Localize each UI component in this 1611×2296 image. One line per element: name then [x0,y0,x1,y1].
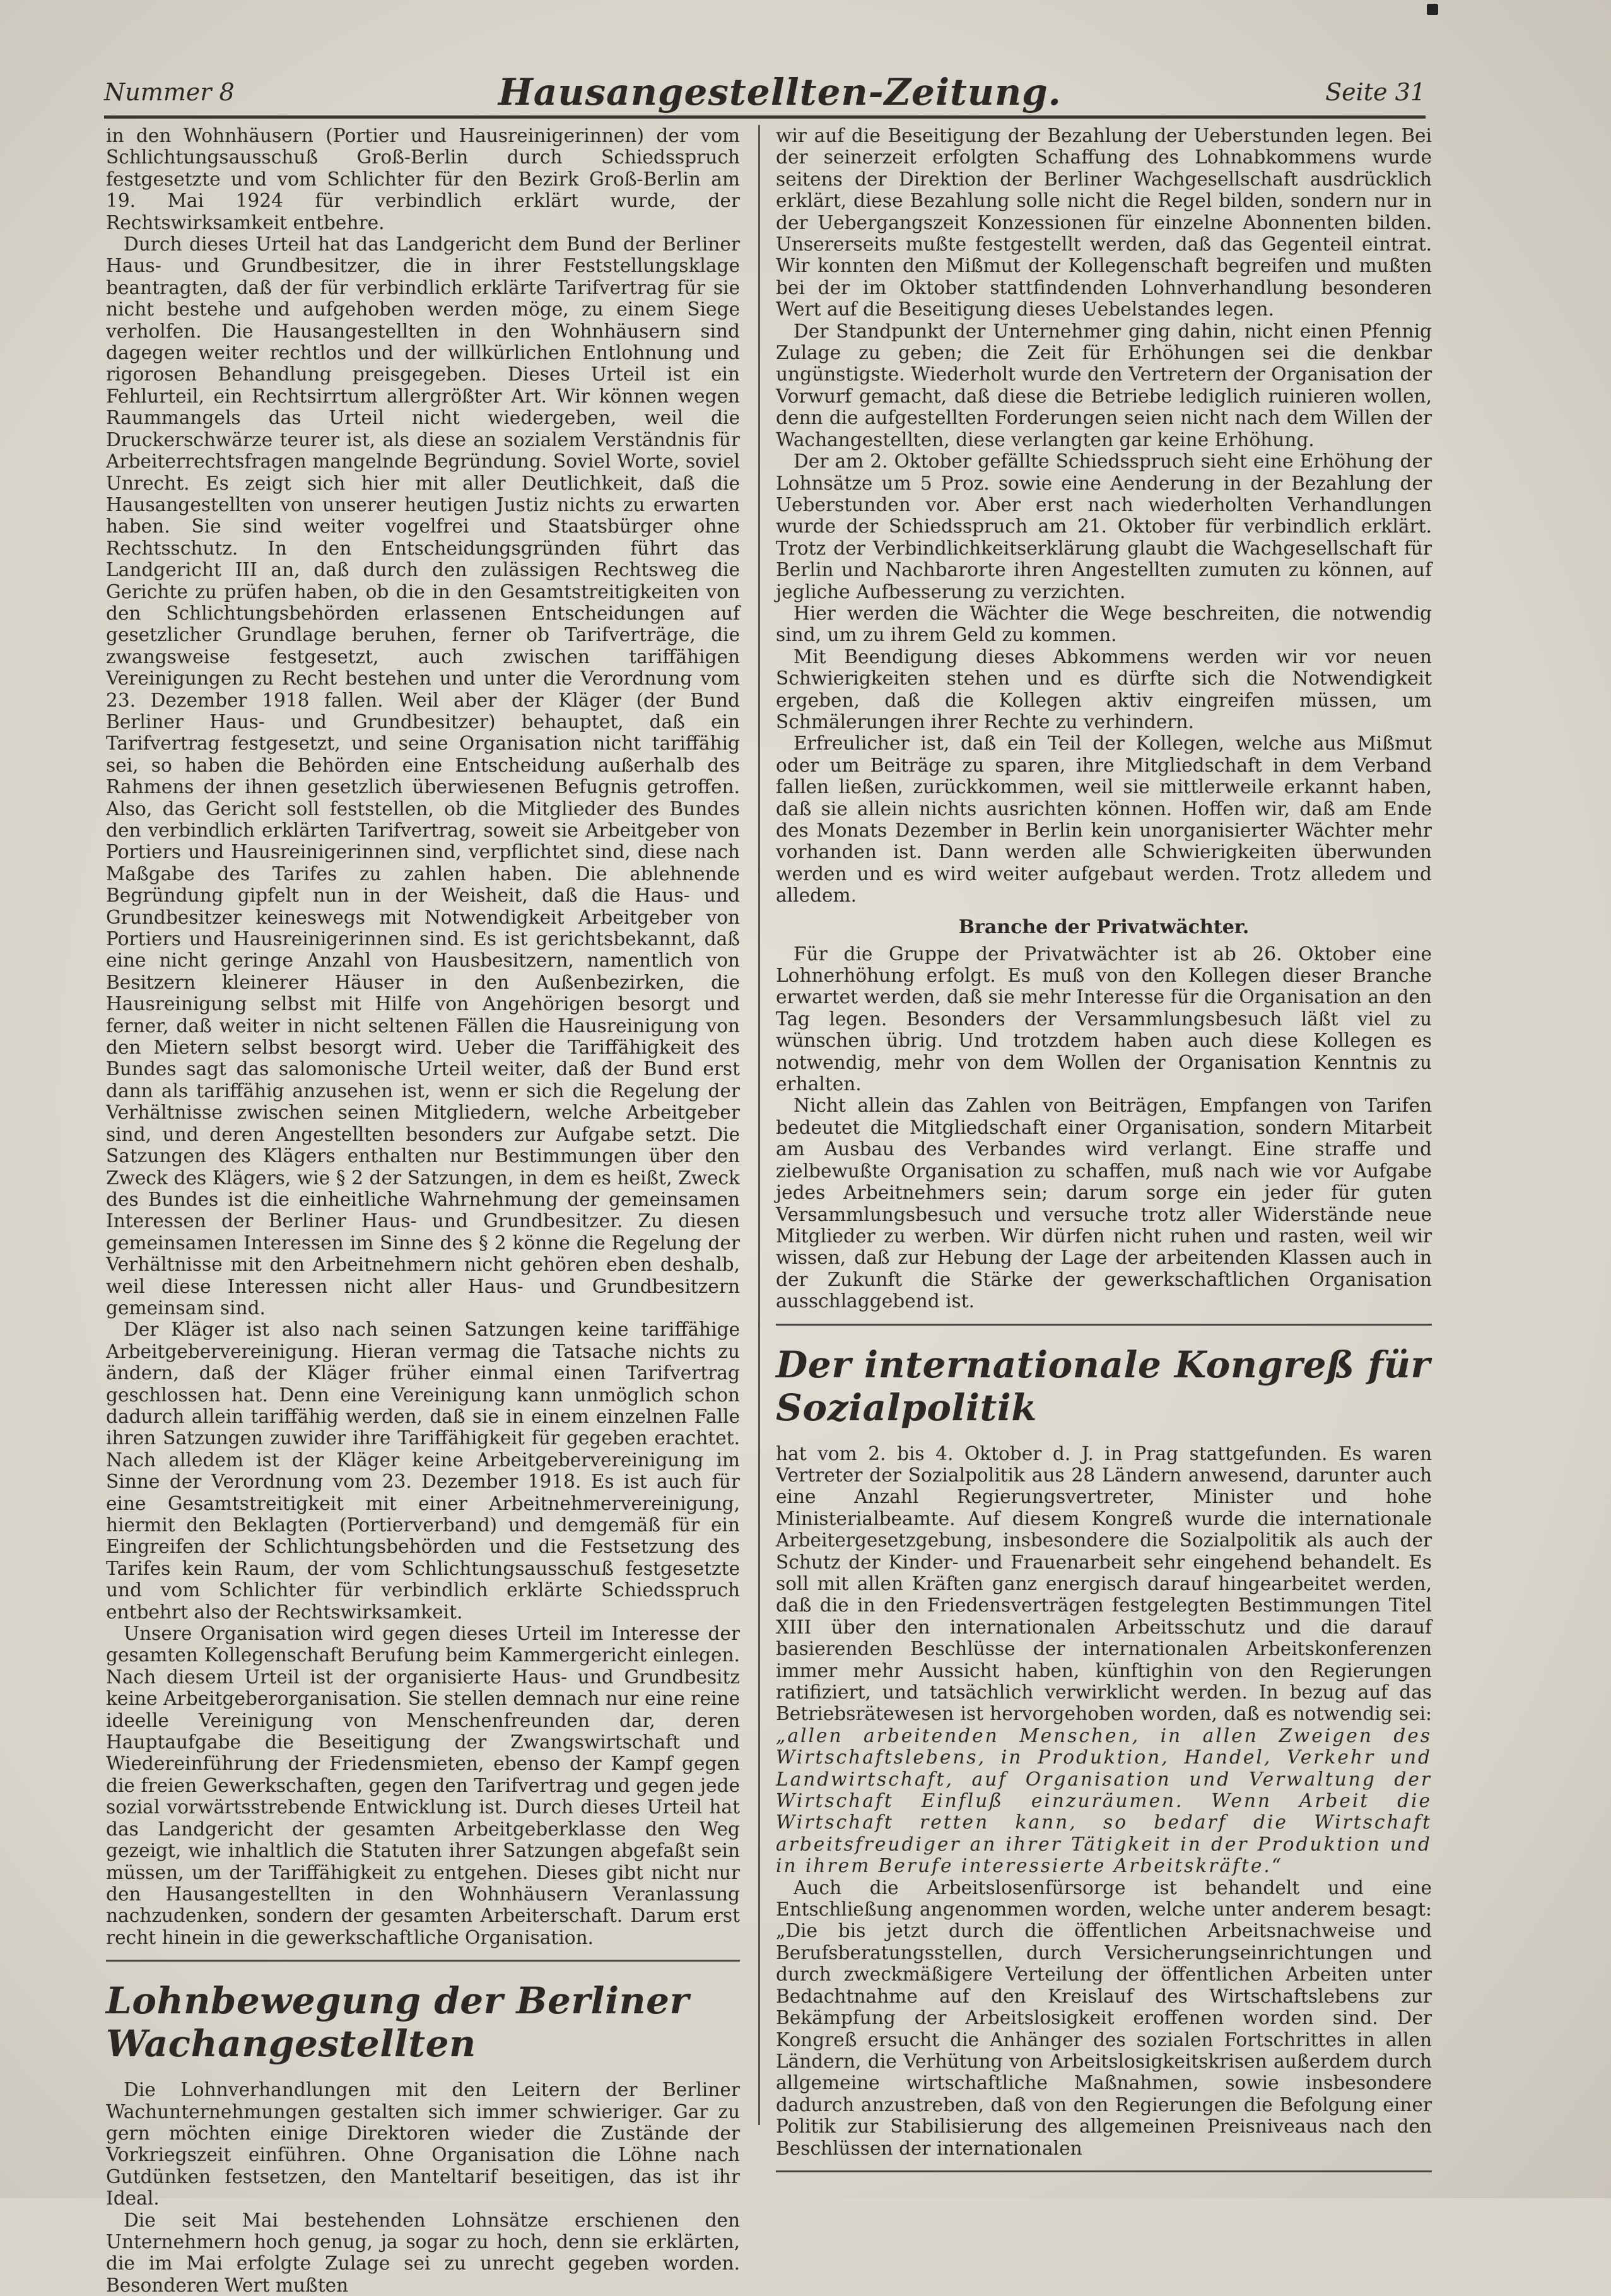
page-number: Seite 31 [1325,78,1426,106]
article-headline-sozialpolitik: Der internationale Kongreß für Sozialpolitik [776,1343,1431,1429]
article-headline-wachangestellten: Lohnbewegung der Berliner Wachangestellten [106,1979,689,2066]
divider [106,1960,740,1962]
paragraph: Auch die Arbeitslosenfürsorge ist behandelt und eine Entschließung angenommen worden, welche unter anderem besagt: „Die bis jetzt durch die öffentlichen Arbeitsnachweise und Berufsberatungsstellen, durch Versicherungseinrichtungen und durch zweckmäßigere Verteilung der öffentlichen Arbeiten unter Bedachtnahme auf den Kreislauf des Wirtschaftslebens zur Bekämpfung der Arbeitslosigkeit eroffenen worden sind. Der Kongreß ersucht die Anhänger des sozialen Fortschrittes in allen Ländern, die Verhütung von Arbeitslosigkeitskrisen außerdem durch allgemeine wirtschaftliche Maßnahmen, sowie insbesondere dadurch anzustreben, daß von den Regierungen die Befolgung einer Politik zur Stabilisierung des allgemeinen Preisniveaus nach den Beschlüssen der internationalen [776,1876,1432,2159]
paragraph: Die Lohnverhandlungen mit den Leitern der Berliner Wachunternehmungen gestalten sich immer schwieriger. Gar zu gern möchten einige Direktoren wieder die Zustände der Vorkriegszeit einführen. Ohne Organisation die Löhne nach Gutdünken festsetzen, den Manteltarif beseitigen, das ist ihr Ideal. [106,2079,740,2210]
issue-number: Nummer 8 [104,78,235,106]
paragraph: Der am 2. Oktober gefällte Schiedsspruch sieht eine Erhöhung der Lohnsätze um 5 Proz. sowie eine Aenderung in der Bezahlung der Ueberstunden vor. Aber erst nach wiederholten Verhandlungen wurde der Schiedsspruch am 21. Oktober für verbindlich erklärt. Trotz der Verbindlichkeitserklärung glaubt die Wachgesellschaft für Berlin und Nachbarorte ihren Angestellten zumuten zu können, auf jegliche Aufbesserung zu verzichten. [776,450,1432,603]
divider [776,2170,1432,2172]
paragraph: wir auf die Beseitigung der Bezahlung der Ueberstunden legen. Bei der seinerzeit erfolgten Schaffung des Lohnabkommens wurde seitens der Direktion der Berliner Wachgesellschaft ausdrücklich erklärt, diese Bezahlung solle nicht die Regel bilden, sondern nur in der Uebergangszeit Konzessionen für einzelne Abonnenten bilden. Unsererseits mußte festgestellt werden, daß das Gegenteil eintrat. Wir konnten den Mißmut der Kollegenschaft begreifen und mußten bei der im Oktober stattfindenden Lohnverhandlung besonderen Wert auf die Beseitigung dieses Uebelstandes legen. [776,125,1432,321]
paragraph: Nicht allein das Zahlen von Beiträgen, Empfangen von Tarifen bedeutet die Mitgliedschaft einer Organisation, sondern Mitarbeit am Ausbau des Verbandes wird verlangt. Eine straffe und zielbewußte Organisation zu schaffen, muß nach wie vor Aufgabe jedes Arbeitnehmers sein; darum sorge ein jeder für guten Versammlungsbesuch und versuche trotz aller Widerstände neue Mitglieder zu werben. Wir dürfen nicht ruhen und rasten, weil wir wissen, daß zur Hebung der Lage der arbeitenden Klassen auch in der Zukunft die Stärke der gewerkschaftlichen Organisation ausschlaggebend ist. [776,1095,1432,1312]
right-column [776,125,1432,2159]
paragraph: Erfreulicher ist, daß ein Teil der Kollegen, welche aus Mißmut oder um Beiträge zu sparen, ihre Mitgliedschaft in dem Verband fallen ließen, zurückkommen, weil sie mittlerweile erkannt haben, daß sie allein nichts ausrichten können. Hoffen wir, daß am Ende des Monats Dezember in Berlin kein unorganisierter Wächter mehr vorhanden ist. Dann werden alle Schwierigkeiten überwunden werden und es wird weiter aufgebaut werden. Trotz alledem und alledem. [776,733,1432,907]
paragraph: Hier werden die Wächter die Wege beschreiten, die notwendig sind, um zu ihrem Geld zu kommen. [776,602,1432,646]
paragraph: in den Wohnhäusern (Portier und Hausreinigerinnen) der vom Schlichtungsausschuß Groß-Berlin durch Schiedsspruch festgesetzte und vom Schlichter für den Bezirk Groß-Berlin am 19. Mai 1924 für verbindlich erklärt wurde, der Rechtswirksamkeit entbehre. [106,125,740,233]
paragraph [776,1443,1432,1877]
paragraph: Unsere Organisation wird gegen dieses Urteil im Interesse der gesamten Kollegenschaft Berufung beim Kammergericht einlegen. Nach diesem Urteil ist der organisierte Haus- und Grundbesitz keine Arbeitgeberorganisation. Sie stellen demnach nur eine reine ideelle Vereinigung von Menschenfreunden dar, deren Hauptaufgabe die Beseitigung der Zwangswirtschaft und Wiedereinführung der Friedensmieten, ebenso der Kampf gegen die freien Gewerkschaften, gegen den Tarifvertrag und gegen jede sozial vorwärtsstrebende Entwicklung ist. Durch dieses Urteil hat das Landgericht der gesamten Arbeitgeberklasse den Weg gezeigt, wie inhaltlich die Statuten ihrer Satzungen abgefaßt sein müssen, um der Tariffähigkeit zu entgehen. Dieses gibt nicht nur den Hausangestellten in den Wohnhäusern Veranlassung nachzudenken, sondern der gesamten Arbeiterschaft. Darum erst recht hinein in die gewerkschaftliche Organisation. [106,1623,740,1948]
corner-mark [1427,4,1438,15]
paragraph-text: hat vom 2. bis 4. Oktober d. J. in Prag stattgefunden. Es waren Vertreter der Sozialpolitik aus 28 Ländern anwesend, darunter auch eine Anzahl Regierungsvertreter, Minister und hohe Ministerialbeamte. Auf diesem Kongreß wurde die internationale Arbeitergesetzgebung, insbesondere die Sozialpolitik als auch der Schutz der Kinder- und Frauenarbeit sehr eingehend behandelt. Es soll mit allen Kräften ganz energisch darauf hingearbeitet werden, daß die in den Friedensverträgen festgelegten Bestimmungen Titel XIII über den internationalen Arbeitsschutz und die darauf basierenden Beschlüsse der internationalen Arbeitskonferenzen immer mehr Aussicht haben, künftighin von den Regierungen ratifiziert, und tatsächlich verwirklicht werden. In bezug auf das Betriebsrätewesen ist hervorgehoben worden, daß es notwendig sei: [776,1442,1432,1725]
section-heading-privatwaechter: Branche der Privatwächter. [958,915,1250,938]
divider [776,1324,1432,1326]
paragraph: Der Kläger ist also nach seinen Satzungen keine tariffähige Arbeitgebervereinigung. Hieran vermag die Tatsache nichts zu ändern, daß der Kläger früher einmal einen Tarifvertrag geschlossen hat. Denn eine Vereinigung kann unmöglich schon dadurch allein tariffähig werden, daß sie in einem einzelnen Falle ihren Satzungen zuwider ihre Tariffähigkeit für gegeben erachtet. Nach alledem ist der Kläger keine Arbeitgebervereinigung im Sinne der Verordnung vom 23. Dezember 1918. Es ist auch für eine Gesamtstreitigkeit mit einer Arbeitnehmervereinigung, hiermit den Beklagten (Portierverband) und demgemäß für ein Eingreifen der Schlichtungsbehörden und die Festsetzung des Tarifes kein Raum, der vom Schlichtungsausschuß festgesetzte und vom Schlichter für verbindlich erklärte Schiedsspruch entbehrt also der Rechtswirksamkeit. [106,1319,740,1623]
paragraph: Mit Beendigung dieses Abkommens werden wir vor neuen Schwierigkeiten stehen und es dürfte sich die Notwendigkeit ergeben, daß die Kollegen aktiv eingreifen müssen, um Schmälerungen ihrer Rechte zu verhindern. [776,645,1432,733]
paragraph: Durch dieses Urteil hat das Landgericht dem Bund der Berliner Haus- und Grundbesitzer, die in ihrer Feststellungsklage beantragten, daß der für verbindlich erklärte Tarifvertrag für sie nicht bestehe und aufgehoben werden möge, zu einem Siege verholfen. Die Hausangestellten in den Wohnhäusern sind dagegen weiter rechtlos und der willkürlichen Entlohnung und rigorosen Behandlung preisgegeben. Dieses Urteil ist ein Fehlurteil, ein Rechtsirrtum allergrößter Art. Wir können wegen Raummangels das Urteil nicht wiedergeben, weil die Druckerschwärze teurer ist, als diese an sozialem Verständnis für Arbeiterrechtsfragen mangelnde Begründung. Soviel Worte, soviel Unrecht. Es zeigt sich hier mit aller Deutlichkeit, daß die Hausangestellten von unserer heutigen Justiz nichts zu erwarten haben. Sie sind weiter vogelfrei und Staatsbürger ohne Rechtsschutz. In den Entscheidungsgründen führt das Landgericht III an, daß durch den zulässigen Rechtsweg die Gerichte zu prüfen haben, ob die in den Gesamtstreitigkeiten von den Schlichtungsbehörden erlassenen Entscheidungen auf gesetzlicher Grundlage beruhen, ferner ob Tarifverträge, die zwangsweise festgesetzt, auch zwischen tariffähigen Vereinigungen zu Recht bestehen und unter die Verordnung vom 23. Dezember 1918 fallen. Weil aber der Kläger (der Bund Berliner Haus- und Grundbesitzer) behauptet, daß ein Tarifvertrag festgesetzt, und seine Organisation nicht tariffähig sei, so haben die Behörden eine Entscheidung außerhalb des Rahmens der ihnen gesetzlich überwiesenen Befugnis getroffen. Also, das Gericht soll feststellen, ob die Mitglieder des Bundes den verbindlich erklärten Tarifvertrag, soweit sie Arbeitgeber von Portiers und Hausreinigerinnen sind, verpflichtet sind, diese nach Maßgabe des Tarifes zu zahlen haben. Die ablehnende Begründung gipfelt nun in der Weisheit, daß die Haus- und Grundbesitzer keineswegs mit Notwendigkeit Arbeitgeber von Portiers und Hausreinigerinnen sind. Es ist gerichtsbekannt, daß eine nicht geringe Anzahl von Hausbesitzern, namentlich von Besitzern kleinerer Häuser in den Außenbezirken, die Hausreinigung selbst mit Hilfe von Angehörigen besorgt und ferner, daß weiter in nicht seltenen Fällen die Hausreinigung von den Mietern selbst besorgt wird. Ueber die Tariffähigkeit des Bundes sagt das salomonische Urteil weiter, daß der Bund erst dann als tariffähig anzusehen ist, wenn er sich die Regelung der Verhältnisse zwischen seinen Mitgliedern, welche Arbeitgeber sind, und deren Angestellten besonders zur Aufgabe setzt. Die Satzungen des Klägers enthalten nur Bestimmungen über den Zweck des Klägers, wie § 2 der Satzungen, in dem es heißt, Zweck des Bundes ist die einheitliche Wahrnehmung der gemeinsamen Interessen der Berliner Haus- und Grundbesitzer. Zu diesen gemeinsamen Interessen im Sinne des § 2 könne die Regelung der Verhältnisse mit den Arbeitnehmern nicht gehören eben deshalb, weil diese Interessen nicht aller Haus- und Grundbesitzern gemeinsam sind. [106,233,740,1319]
left-column [106,125,740,2296]
paragraph: Die seit Mai bestehenden Lohnsätze erschienen den Unternehmern hoch genug, ja sogar zu hoch, denn sie erklärten, die im Mai erfolgte Zulage sei zu unrecht gegeben worden. Besonderen Wert mußten [106,2209,740,2296]
column-rule [758,125,760,2125]
page-header [104,68,1426,119]
paragraph: Der Standpunkt der Unternehmer ging dahin, nicht einen Pfennig Zulage zu geben; die Zeit für Erhöhungen sei die denkbar ungünstigste. Wiederholt wurde den Vertretern der Organisation der Vorwurf gemacht, daß diese die Betriebe lediglich ruinieren wollen, denn die aufgestellten Forderungen seien nicht nach dem Willen der Wachangestellten, diese verlangten gar keine Erhöhung. [776,320,1432,450]
newspaper-title: Hausangestellten-Zeitung. [498,70,1062,114]
quoted-resolution: „allen arbeitenden Menschen, in allen Zweigen des Wirtschaftslebens, in Produktion, Handel, Verkehr und Landwirtschaft, auf Organisation und Verwaltung der Wirtschaft Einfluß einzuräumen. Wenn Arbeit die Wirtschaft retten kann, so bedarf die Wirtschaft arbeitsfreudiger an ihrer Tätigkeit in der Produktion und in ihrem Berufe interessierte Arbeitskräfte.“ [776,1724,1432,1877]
paragraph: Für die Gruppe der Privatwächter ist ab 26. Oktober eine Lohnerhöhung erfolgt. Es muß von den Kollegen dieser Branche erwartet werden, daß sie mehr Interesse für die Organisation an den Tag legen. Besonders der Versammlungsbesuch läßt viel zu wünschen übrig. Und trotzdem haben auch diese Kollegen es notwendig, mehr von dem Wollen der Organisation Kenntnis zu erhalten. [776,943,1432,1095]
